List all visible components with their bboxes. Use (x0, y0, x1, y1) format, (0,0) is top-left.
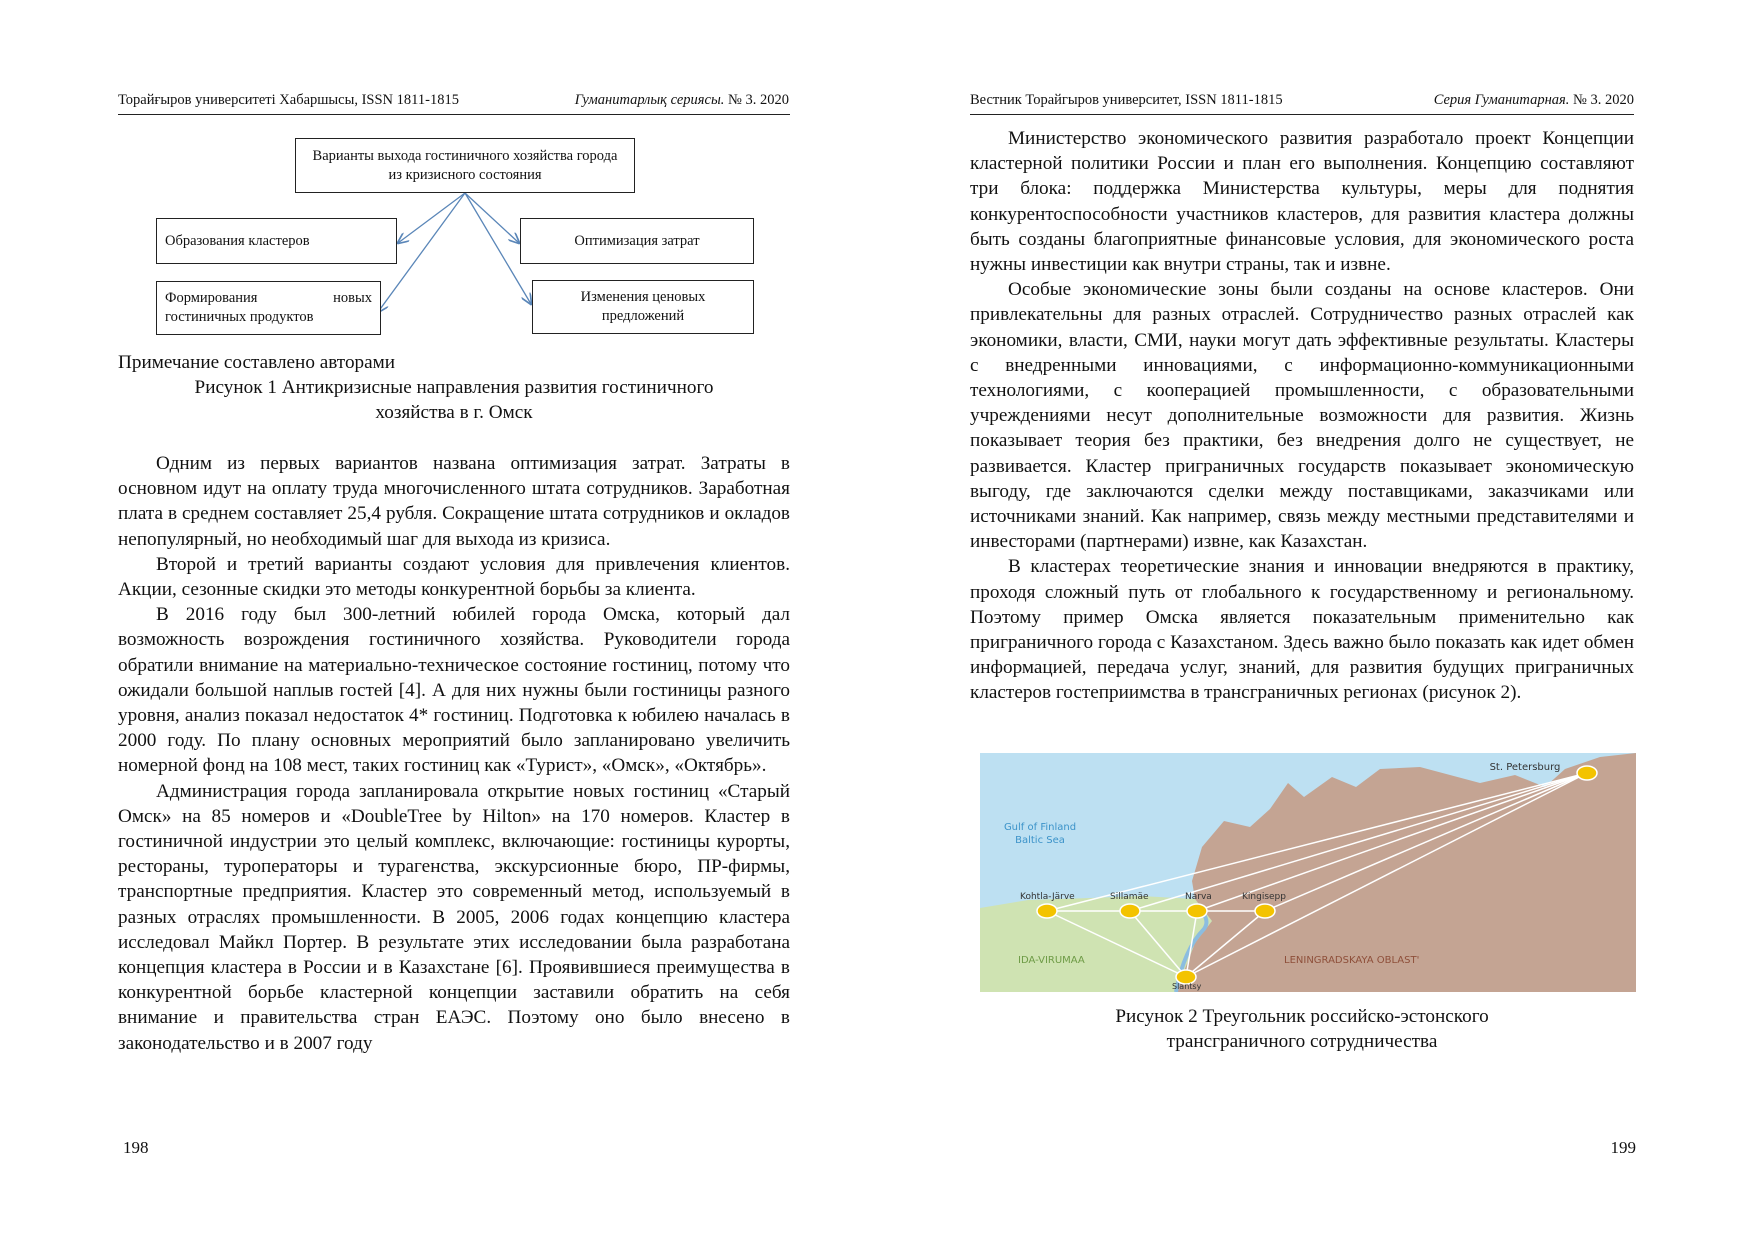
city-label-kingisepp: Kingisepp (1242, 892, 1286, 902)
left-page (0, 0, 874, 1241)
header-rule (970, 114, 1634, 115)
running-header-left: Вестник Торайгыров университет, ISSN 1811-1815 (970, 92, 1283, 108)
region-label-ida-virumaa: IDA-VIRUMAA (1018, 955, 1085, 966)
sea-label-gulf: Gulf of Finland (1003, 822, 1077, 833)
region-label-leningradskaya: LENINGRADSKAYA OBLAST' (1284, 955, 1420, 966)
arrow-to-costs (465, 193, 519, 243)
diagram-box-clusters: Образования кластеров (156, 218, 397, 264)
paragraph: Одним из первых вариантов названа оптимизация затрат. Затраты в основном идут на оплату труда многочисленного штата сотрудников. Заработная плата в среднем составляет 25,4 рубля. Сокращение штата сотрудников и окладов непопулярный, но необходимый шаг для выхода из кризиса. (118, 453, 790, 550)
city-label-sillamae: Sillamäe (1110, 892, 1149, 902)
figure-1-caption-line-2: хозяйства в г. Омск (375, 402, 533, 423)
series-name: Гуманитарлық сериясы. (574, 92, 725, 108)
city-dot-kingisepp (1255, 904, 1275, 918)
right-body-text (970, 126, 1634, 706)
paragraph: Особые экономические зоны были созданы на основе кластеров. Они привлекательны для разных отраслей. Сотрудничество разных отраслей как экономики, власти, СМИ, науки могут дать эффективные результаты. Кластеры с внедренными инновациями, с информационно-коммуникационными технологиями, с кооперацией промышленности, с образовательными учреждениями несут дополнительные возможности для развития. Жизнь показывает теория без практики, без внедрения долго не существует, не развивается. Кластер приграничных государств показывает экономическую выгоду, где заключаются сделки между поставщиками, заказчиками или источниками знаний. Как например, связь между местными представителями и инвесторами (партнерами) извне, как Казахстан. (970, 279, 1634, 553)
city-dot-kohtla-jarve (1037, 904, 1057, 918)
sea-label-baltic: Baltic Sea (1015, 835, 1065, 846)
diagram-box-products: Формирования новых гостиничных продуктов (156, 281, 381, 335)
city-dot-sillamae (1120, 904, 1140, 918)
figure-2-caption-line-2: трансграничного сотрудничества (1166, 1031, 1438, 1052)
city-dot-narva (1187, 904, 1207, 918)
page-number: 198 (123, 1138, 149, 1157)
city-label-kohtla-jarve: Kohtla-Järve (1020, 892, 1075, 902)
city-label-st-petersburg: St. Petersburg (1489, 762, 1561, 773)
paragraph: Администрация города запланировала открытие новых гостиниц «Старый Омск» на 85 номеров и «DoubleTree by Hilton» на 170 номеров. Кластер в гостиничной индустрии это целый комплекс, включающие: гостиницы курорты, рестораны, туроператоры и турагенства, экскурсионные бюро, ПР-фирмы, транспортные предприятия. Кластер это современный метод, используемый в разных отраслях промышленности. В 2005, 2006 годах концепцию кластера исследовал Майкл Портер. В результате этих исследовании была разработана концепция кластера в России и в Казахстане [6]. Проявившиеся преимущества в конкурентной борьбе кластерной концепции заставили обратить на себя внимание и правительства стран ЕАЭС. Поэтому оно было внесено в законодательство и в 2007 году (118, 780, 790, 1054)
diagram-box-costs: Оптимизация затрат (520, 218, 754, 264)
city-label-narva: Narva (1185, 892, 1212, 902)
running-header-left: Торайғыров университеті Хабаршысы, ISSN 1811-1815 (118, 92, 459, 108)
diagram-box-prices: Изменения ценовых предложений (532, 280, 754, 334)
series-name: Серия Гуманитарная. (1433, 92, 1570, 108)
left-body-text (118, 451, 790, 1056)
issue-number: № 3. 2020 (728, 92, 789, 108)
paragraph: Второй и третий варианты создают условия для привлечения клиентов. Акции, сезонные скидки это методы конкурентной борьбы за клиента. (118, 553, 790, 601)
issue-number: № 3. 2020 (1573, 92, 1634, 108)
paragraph: В 2016 году был 300-летний юбилей города Омска, который дал возможность возрождения гостиничного хозяйства. Руководители города обратили внимание на материально-техническое состояние гостиниц, потому что ожидали большой наплыв гостей [4]. А для них нужны были гостиницы разного уровня, анализ показал недостаток 4* гостиниц. Подготовка к юбилею началась в 2000 году. По плану основных мероприятий было запланировано увеличить номерной фонд на 108 мест, таких гостиниц как «Турист», «Омск», «Октябрь». (118, 604, 790, 777)
figure-1-caption-line-1: Рисунок 1 Антикризисные направления развития гостиничного (194, 377, 714, 398)
right-page (874, 0, 1749, 1241)
figure-1-note: Примечание составлено авторами (118, 352, 396, 373)
arrow-to-clusters (398, 193, 465, 243)
figure-2-caption-line-1: Рисунок 2 Треугольник российско-эстонского (1115, 1006, 1489, 1027)
paragraph: Министерство экономического развития разработало проект Концепции кластерной политики России и план его выполнения. Концепцию составляют три блока: поддержка Министерства культуры, меры для поднятия конкурентоспособности участников кластеров, для развития кластера должны быть созданы благоприятные финансовые условия, для экономического роста нужны инвестиции как внутри страны, так и извне. (970, 128, 1634, 276)
city-label-slantsy: Slantsy (1172, 982, 1202, 991)
page-number: 199 (1610, 1138, 1636, 1157)
figure-2-map (980, 753, 1636, 992)
running-header-series (1434, 92, 1634, 109)
paragraph: В кластерах теоретические знания и инновации внедряются в практику, проходя сложный путь от глобального к государственному и региональному. Поэтому пример Омска является показательным применительно как приграничного города с Казахстаном. Здесь важно было показать как идет обмен информацией, передача услуг, знаний, для развития будущих приграничных кластеров гостеприимства в трансграничных регионах (рисунок 2). (970, 556, 1634, 704)
diagram-box-main: Варианты выхода гостиничного хозяйства города из кризисного состояния (295, 138, 635, 193)
city-dot-st-petersburg (1577, 766, 1597, 780)
